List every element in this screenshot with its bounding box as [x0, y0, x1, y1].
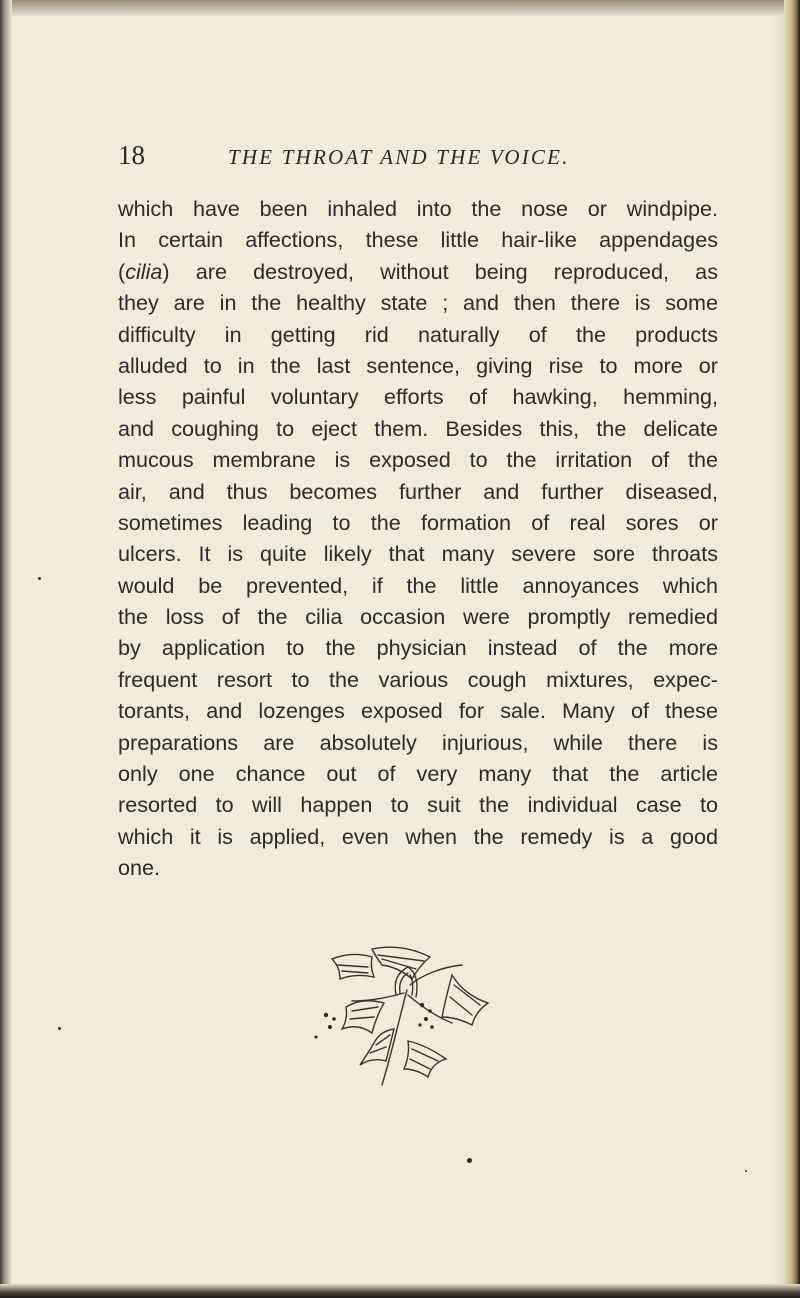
ink-speck: [38, 577, 41, 580]
opening-paren: (: [118, 258, 126, 284]
text-line: In certain affections, these little hair-like appendages: [118, 227, 718, 253]
text-line: resorted to will happen to suit the individual case to: [118, 792, 718, 818]
text-line: which have been inhaled into the nose or windpipe.: [118, 196, 718, 221]
page-number: 18: [118, 140, 145, 170]
cilia-term: cilia: [125, 258, 163, 284]
text-line: only one chance out of very many that the article: [118, 761, 718, 787]
text-line: by application to the physician instead of the more: [118, 635, 718, 661]
text-line: which it is applied, even when the remedy is a good: [118, 823, 718, 849]
running-title: THE THROAT AND THE VOICE.: [228, 145, 570, 169]
ink-speck: [745, 1170, 747, 1172]
holly-sprig-ornament: [312, 945, 500, 1095]
text-line: less painful voluntary efforts of hawking, hemming,: [118, 384, 718, 410]
text-line: alluded to in the last sentence, giving rise to more or: [118, 352, 718, 378]
text-line-last: one.: [118, 855, 161, 881]
text-line: they are in the healthy state ; and then there is some: [118, 290, 718, 316]
text-line: the loss of the cilia occasion were promptly remedied: [118, 604, 718, 630]
line-rest: ) are destroyed, without being reproduced, as: [162, 258, 718, 284]
text-line: frequent resort to the various cough mixtures, expec-: [118, 666, 718, 692]
page-top-edge: [0, 0, 800, 16]
text-line: preparations are absolutely injurious, while there is: [118, 729, 718, 755]
text-line: would be prevented, if the little annoyances which: [118, 572, 718, 598]
text-line: sometimes leading to the formation of real sores or: [118, 509, 718, 535]
body-paragraph: [118, 193, 718, 884]
ink-speck: [58, 1027, 61, 1030]
running-head: [118, 140, 718, 180]
page-right-edge: [784, 0, 800, 1298]
text-line: and coughing to eject them. Besides this, the delicate: [118, 415, 718, 441]
text-line: mucous membrane is exposed to the irritation of the: [118, 447, 718, 473]
page-bottom-edge: [0, 1284, 800, 1298]
page-left-edge: [0, 0, 12, 1298]
text-line: [118, 256, 718, 287]
text-line: torants, and lozenges exposed for sale. Many of these: [118, 698, 718, 724]
ink-speck: [467, 1158, 472, 1163]
text-line: difficulty in getting rid naturally of the products: [118, 321, 718, 347]
text-line: ulcers. It is quite likely that many severe sore throats: [118, 541, 718, 567]
text-line: air, and thus becomes further and further diseased,: [118, 478, 718, 504]
